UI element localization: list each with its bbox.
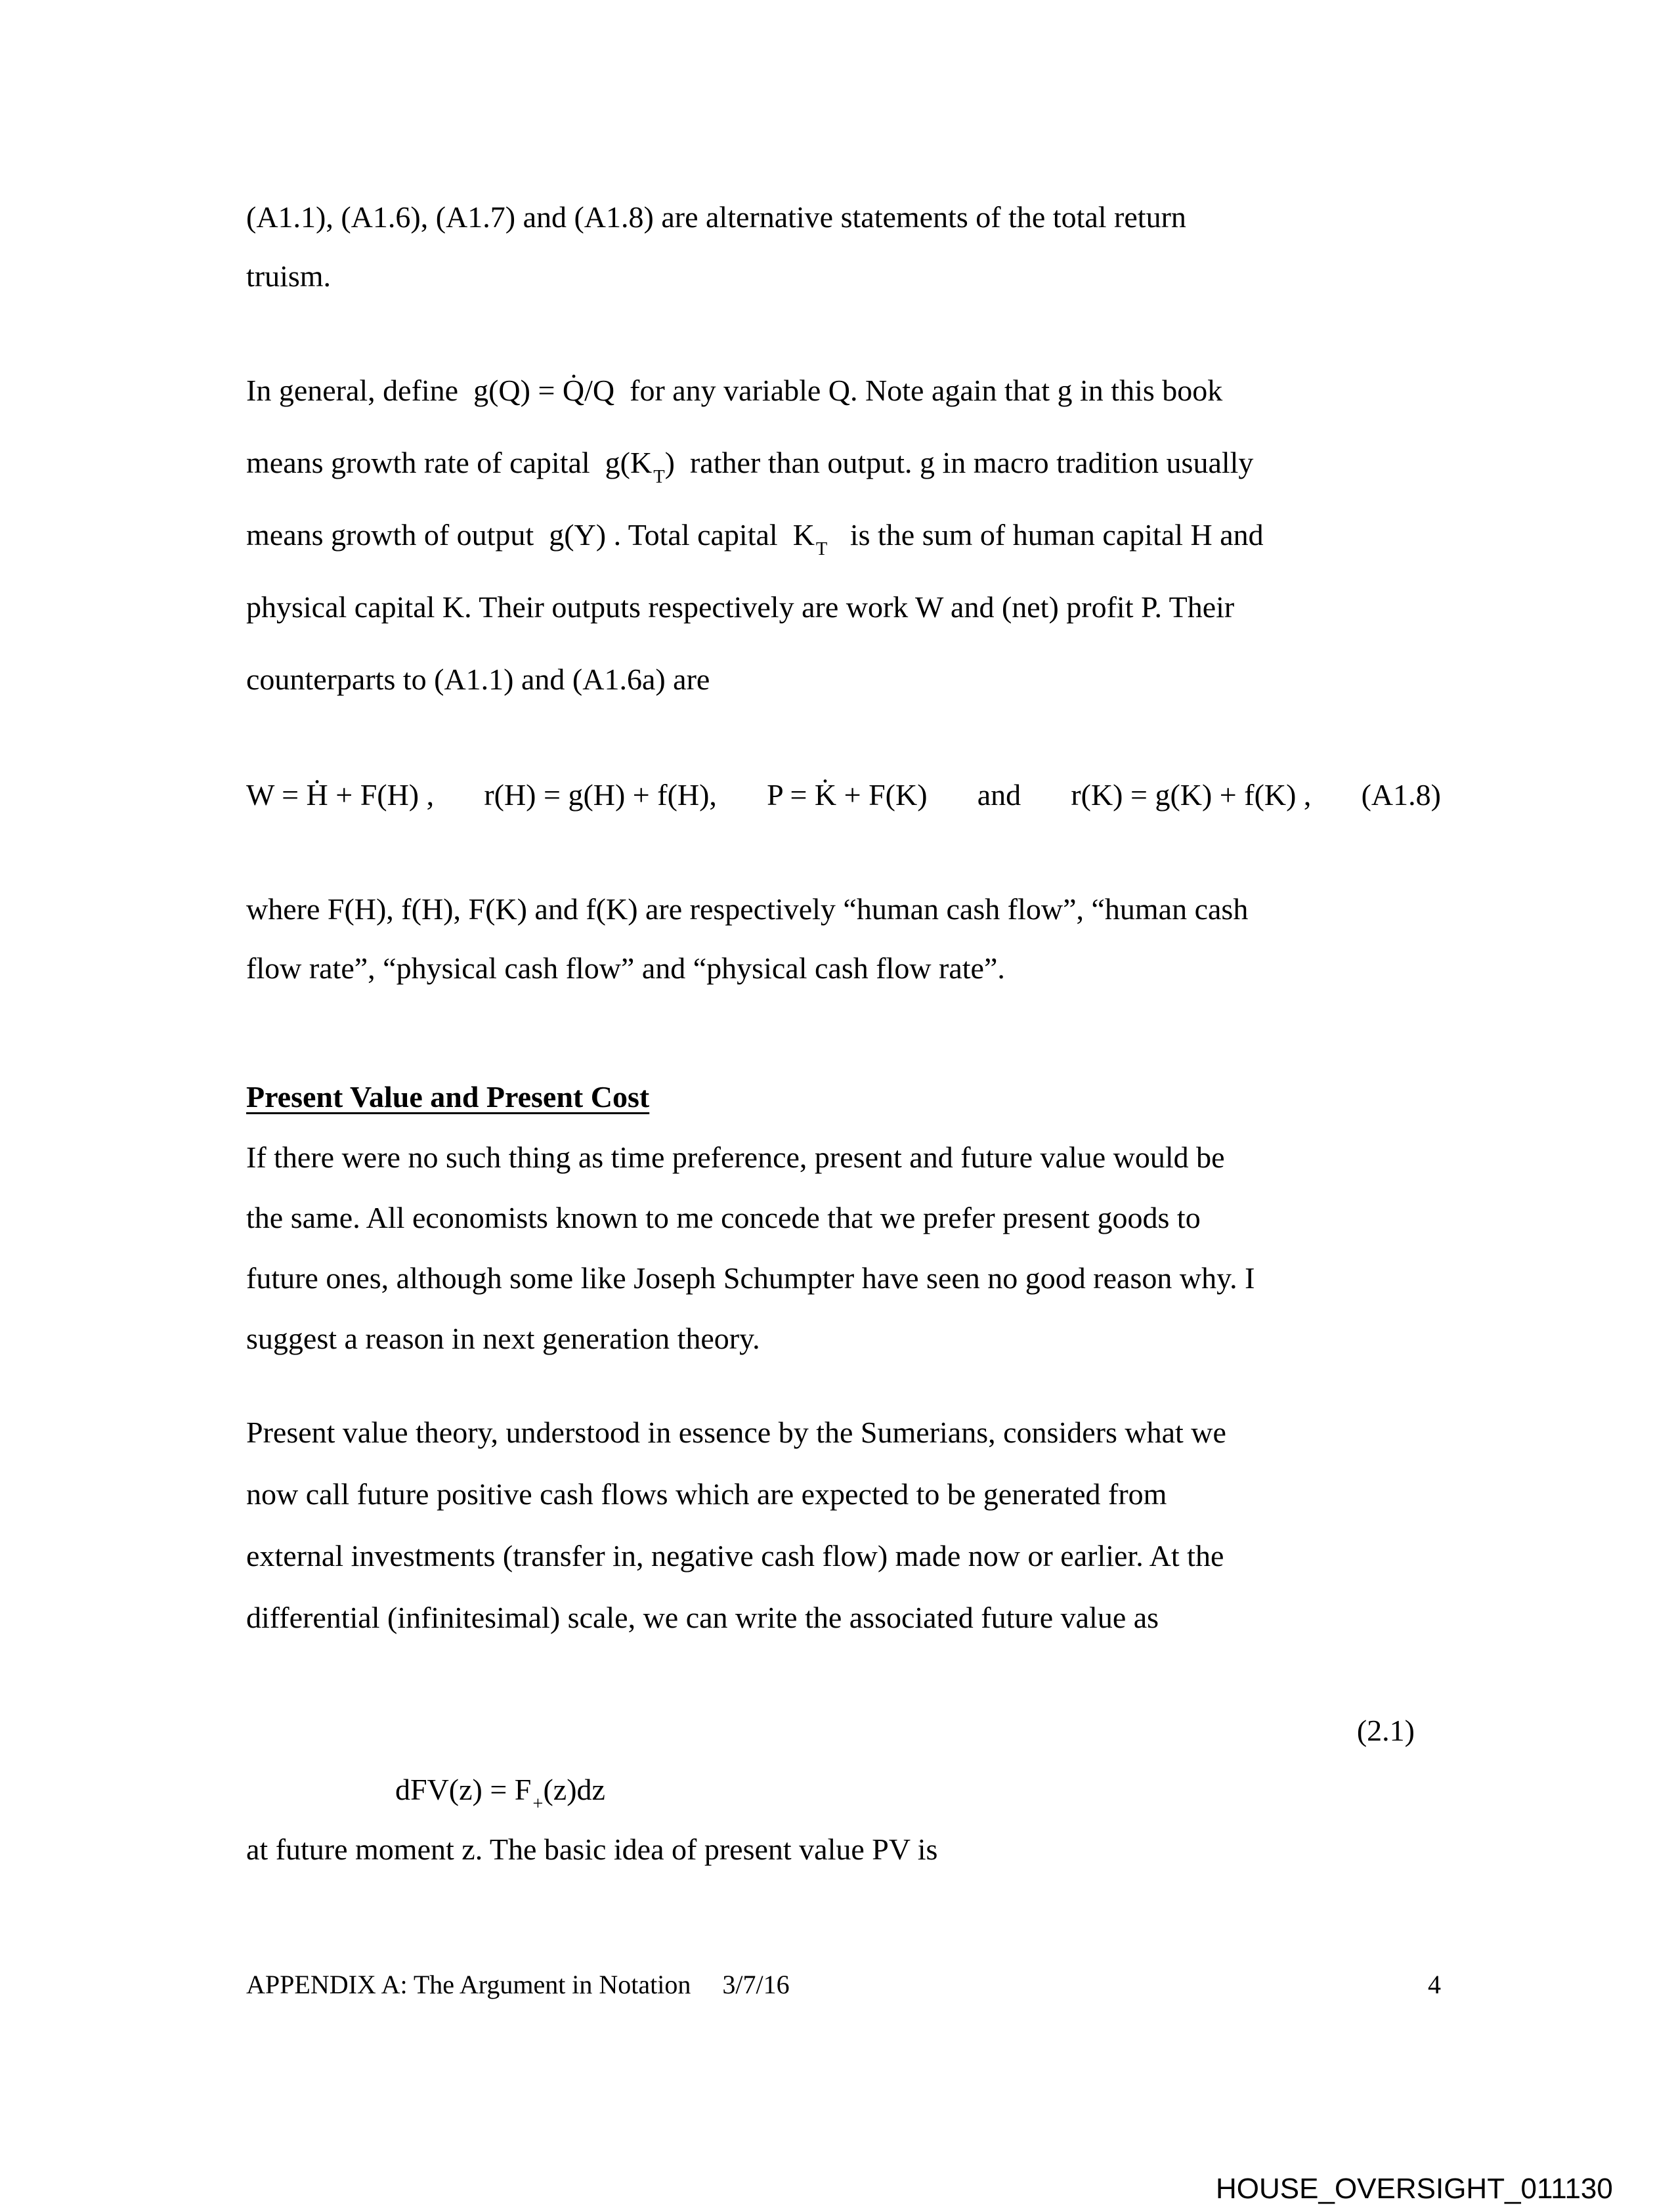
paragraph-total-return-truism	[246, 188, 1441, 306]
equation-a1-8-label: (A1.8)	[1361, 778, 1441, 812]
text-line	[246, 499, 1441, 571]
text-segment: is the sum of human capital H and	[827, 518, 1264, 552]
text-line	[246, 247, 1441, 306]
subscript: T	[653, 466, 665, 487]
text-segment: suggest a reason in next generation theory.	[246, 1322, 760, 1355]
subscript: T	[815, 538, 828, 559]
text-segment: external investments (transfer in, negative cash flow) made now or earlier. At the	[246, 1539, 1224, 1572]
text-line	[246, 571, 1441, 643]
text-segment: future ones, although some like Joseph Schumpter have seen no good reason why. I	[246, 1261, 1255, 1295]
paragraph-time-preference	[246, 1127, 1441, 1369]
text-line	[246, 1248, 1441, 1309]
footer-date: 3/7/16	[722, 1970, 790, 1999]
text-segment: at future moment z. The basic idea of present value PV is	[246, 1832, 938, 1866]
paragraph-future-moment	[246, 1820, 1441, 1879]
text-segment: means growth of output g(Y) . Total capital K	[246, 518, 815, 552]
text-segment: Present value theory, understood in essence by the Sumerians, considers what we	[246, 1416, 1226, 1449]
text-line	[246, 1127, 1441, 1188]
text-segment: means growth rate of capital g(K	[246, 446, 653, 479]
equation-a1-8-term-4: r(K) = g(K) + f(K) ,	[1071, 778, 1312, 812]
text-line	[246, 1402, 1441, 1464]
text-line	[246, 355, 1441, 427]
text-line	[246, 939, 1441, 998]
text-segment: (A1.1), (A1.6), (A1.7) and (A1.8) are alternative statements of the total return	[246, 200, 1186, 234]
footer-appendix-title: APPENDIX A: The Argument in Notation	[246, 1970, 691, 1999]
equation-a1-8-term-1: W = Ḣ + F(H) ,	[246, 778, 435, 812]
section-heading-present-value-and-present-cost: Present Value and Present Cost	[246, 1080, 650, 1114]
text-line	[246, 880, 1441, 939]
text-line	[246, 1188, 1441, 1248]
equation-2-1-expression-head: dFV(z) = F	[395, 1773, 532, 1806]
page-number: 4	[1428, 1970, 1441, 1999]
text-segment: truism.	[246, 259, 332, 293]
text-segment: now call future positive cash flows which are expected to be generated from	[246, 1477, 1167, 1511]
footer-left-group	[246, 1968, 790, 2001]
paragraph-cash-flow-definitions	[246, 880, 1441, 998]
text-segment: ) rather than output. g in macro tradition usually	[664, 446, 1254, 479]
text-line	[246, 188, 1441, 247]
text-segment: the same. All economists known to me concede that we prefer present goods to	[246, 1201, 1201, 1234]
text-line	[246, 1309, 1441, 1369]
watermark-bates-number: HOUSE_OVERSIGHT_011130	[1216, 2173, 1613, 2205]
equation-a1-8	[246, 766, 1441, 825]
text-segment: If there were no such thing as time preference, present and future value would be	[246, 1140, 1225, 1174]
text-line	[246, 1525, 1441, 1587]
paragraph-growth-rate-definition	[246, 355, 1441, 716]
equation-2-1-subscript-plus: +	[532, 1793, 544, 1814]
equation-a1-8-conjunction: and	[977, 778, 1021, 812]
text-line	[246, 1820, 1441, 1879]
page-footer	[246, 1968, 1441, 2001]
paragraph-present-value-theory	[246, 1402, 1441, 1649]
text-segment: where F(H), f(H), F(K) and f(K) are respectively “human cash flow”, “human cash	[246, 892, 1249, 926]
text-segment: flow rate”, “physical cash flow” and “physical cash flow rate”.	[246, 951, 1005, 985]
text-segment: counterparts to (A1.1) and (A1.6a) are	[246, 662, 710, 696]
text-line	[246, 1587, 1441, 1649]
equation-a1-8-term-3: P = K̇ + F(K)	[767, 778, 928, 812]
text-segment: In general, define g(Q) = Q̇/Q for any variable Q. Note again that g in this book	[246, 374, 1223, 407]
text-line	[246, 427, 1441, 499]
text-line	[246, 1464, 1441, 1525]
text-line	[246, 643, 1441, 716]
text-segment: physical capital K. Their outputs respectively are work W and (net) profit P. Their	[246, 590, 1235, 624]
section-present-value	[246, 1067, 1441, 1369]
equation-a1-8-term-2: r(H) = g(H) + f(H),	[484, 778, 717, 812]
equation-2-1-expression-tail: (z)dz	[543, 1773, 605, 1806]
text-segment: differential (infinitesimal) scale, we can write the associated future value as	[246, 1601, 1159, 1634]
equation-2-1-label: (2.1)	[1356, 1714, 1415, 1747]
